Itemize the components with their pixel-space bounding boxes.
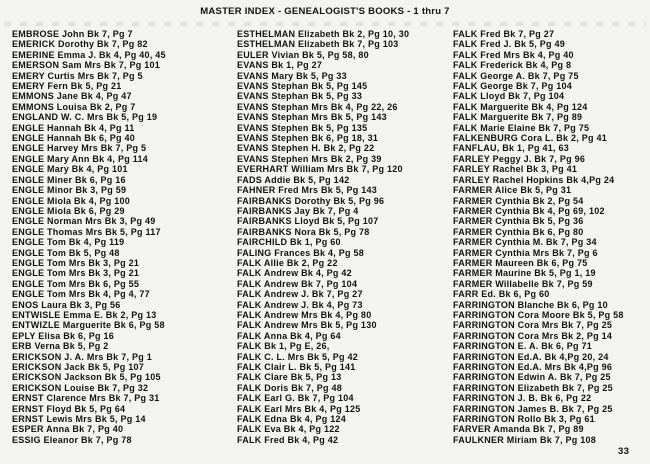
- index-entry: ENTWISLE Emma E. Bk 2, Pg 13: [12, 309, 157, 320]
- index-entry: EMBROSE John Bk 7, Pg 7: [12, 29, 133, 39]
- index-entry: ESPER Anna Bk 7, Pg 40: [12, 424, 124, 435]
- index-entry: ENGLE Mary Ann Bk 4, Pg 114: [12, 153, 148, 164]
- index-entry: ENGLE Hannah Bk 4, Pg 11: [12, 122, 135, 133]
- index-entry: FAULKNER Miriam Bk 7, Pg 108: [453, 434, 597, 445]
- index-entry: FALK Clare Bk 5, Pg 13: [237, 372, 342, 383]
- index-entry: FAIRBANKS Lloyd Bk 5, Pg 107: [237, 216, 379, 227]
- index-entry: FARLEY Peggy J. Bk 7, Pg 96: [453, 153, 586, 164]
- index-entry: FALK Bk 1, Pg E, 26,: [237, 341, 330, 352]
- index-entry: ENGLE Tom Mrs Bk 3, Pg 21: [12, 268, 140, 279]
- index-entry: FARRINGTON Cora Mrs Bk 2, Pg 14: [453, 330, 613, 341]
- index-entry: FALK Clair L. Bk 5, Pg 141: [237, 362, 356, 372]
- index-column-1: [12, 29, 234, 445]
- index-entry: ENGLE Harvey Mrs Bk 7, Pg 5: [12, 143, 147, 154]
- index-entry: EMERICK Dorothy Bk 7, Pg 82: [12, 39, 148, 50]
- index-entry: FARRINGTON James B. Bk 7, Pg 25: [453, 403, 613, 414]
- index-entry: FARRINGTON Cora Mrs Bk 7, Pg 25: [453, 320, 613, 331]
- index-entry: FALK George A. Bk 7, Pg 75: [453, 70, 579, 81]
- index-entry: ERNST Lewis Mrs Bk 5, Pg 14: [12, 414, 146, 425]
- index-entry: FARRINGTON J. B. Bk 6, Pg 22: [453, 393, 592, 404]
- index-entry: FAIRCHILD Bk 1, Pg 60: [237, 237, 341, 248]
- index-entry: FARRINGTON Elizabeth Bk 7, Pg 25: [453, 382, 613, 393]
- index-entry: FALK Marguerite Bk 4, Pg 124: [453, 101, 588, 112]
- index-entry: ERICKSON Louise Bk 7, Pg 32: [12, 382, 149, 393]
- index-entry: FARRINGTON Ed.A. Mrs Bk 4,Pg 96: [453, 362, 613, 372]
- index-entry: EVANS Stephen Bk 6, Pg 18, 31: [237, 133, 379, 144]
- index-entry: FALK Andrew J. Bk 7, Pg 27: [237, 289, 363, 300]
- index-entry: FARRINGTON Edwin A. Bk 7, Pg 25: [453, 372, 611, 383]
- page-title: MASTER INDEX - GENEALOGIST'S BOOKS - 1 thru 7: [200, 6, 450, 17]
- index-entry: FALK Edna Bk 4, Pg 124: [237, 414, 347, 425]
- index-entry: FALK Andrew Mrs Bk 5, Pg 130: [237, 320, 377, 331]
- index-entry: ENOS Laura Bk 3, Pg 56: [12, 299, 121, 310]
- index-entry: FARRINGTON Blanche Bk 6, Pg 10: [453, 299, 608, 310]
- index-entry: FAIRBANKS Nora Bk 5, Pg 78: [237, 226, 370, 237]
- index-entry: FANFLAU, Bk 1, Pg 41, 63: [453, 143, 570, 154]
- index-entry: FARLEY Rachel Hopkins Bk 4,Pg 24: [453, 174, 615, 185]
- index-entry: ERICKSON Jack Bk 5, Pg 107: [12, 362, 145, 372]
- index-column-3: [453, 29, 648, 445]
- index-entry: ENGLE Tom Mrs Bk 4, Pg 4, 77: [12, 289, 150, 300]
- index-entry: FARRINGTON Rollo Bk 3, Pg 61: [453, 414, 595, 425]
- index-entry: FARMER Maurine Bk 5, Pg 1, 19: [453, 268, 596, 279]
- index-entry: ENGLE Tom Mrs Bk 3, Pg 21: [12, 257, 140, 268]
- scan-bleedthrough-artifact: [4, 22, 646, 26]
- index-entry: EVANS Bk 1, Pg 27: [237, 60, 323, 71]
- index-entry: FARMER Willabelle Bk 7, Pg 59: [453, 278, 593, 289]
- index-entry: FALK Eva Bk 4, Pg 122: [237, 424, 340, 435]
- index-entry: FARRINGTON Ed.A. Bk 4,Pg 20, 24: [453, 351, 609, 362]
- index-entry: EULER Vivian Bk 5, Pg 58, 80: [237, 49, 369, 60]
- index-entry: ERNST Clarence Mrs Bk 7, Pg 31: [12, 393, 160, 404]
- index-entry: ENGLE Minor Bk 3, Pg 59: [12, 185, 127, 196]
- index-entry: ENGLE Miner Bk 6, Pg 16: [12, 174, 126, 185]
- index-entry: FALK Fred Mrs Bk 4, Pg 40: [453, 49, 574, 60]
- index-entry: ENGLE Tom Bk 5, Pg 48: [12, 247, 120, 258]
- index-entry: FARMER Cynthia M. Bk 7, Pg 34: [453, 237, 597, 248]
- index-entry: ENGLE Tom Mrs Bk 6, Pg 55: [12, 278, 140, 289]
- index-entry: FARMER Cynthia Mrs Bk 7, Pg 6: [453, 247, 598, 258]
- index-entry: EMERY Curtis Mrs Bk 7, Pg 5: [12, 70, 143, 81]
- index-entry: FARRINGTON Cora Moore Bk 5, Pg 58: [453, 309, 624, 320]
- index-entry: FALK Andrew Mrs Bk 4, Pg 80: [237, 309, 372, 320]
- index-entry: FALK Fred Bk 7, Pg 27: [453, 29, 555, 39]
- index-entry: EVANS Stephen Bk 5, Pg 135: [237, 122, 368, 133]
- index-entry: FARMER Alice Bk 5, Pg 31: [453, 185, 572, 196]
- index-entry: FARLEY Rachel Bk 3, Pg 41: [453, 164, 578, 175]
- index-entry: FALK Fred J. Bk 5, Pg 49: [453, 39, 566, 50]
- index-entry: ENGLE Miola Bk 6, Pg 29: [12, 205, 125, 216]
- index-entry: FALK Fred Bk 4, Pg 42: [237, 434, 339, 445]
- index-entry: FARMER Cynthia Bk 6, Pg 80: [453, 226, 584, 237]
- index-entry: ENGLE Mary Bk 4, Pg 101: [12, 164, 128, 175]
- index-entry: EMERSON Sam Mrs Bk 7, Pg 101: [12, 60, 161, 71]
- index-entry: EMERINE Emma J. Bk 4, Pg 40, 45: [12, 49, 166, 60]
- index-entry: ENGLAND W. C. Mrs Bk 5, Pg 19: [12, 112, 158, 123]
- index-entry: FALK Allie Bk 2, Pg 22: [237, 257, 338, 268]
- index-entry: ENGLE Tom Bk 4, Pg 119: [12, 237, 125, 248]
- index-entry: EMERY Fern Bk 5, Pg 21: [12, 81, 122, 92]
- index-entry: FARVER Amanda Bk 7, Pg 89: [453, 424, 584, 435]
- index-entry: ENGLE Thomas Mrs Bk 5, Pg 117: [12, 226, 161, 237]
- index-entry: FALK Andrew J. Bk 4, Pg 73: [237, 299, 363, 310]
- index-entry: FALK Marie Elaine Bk 7, Pg 75: [453, 122, 590, 133]
- index-entry: FAIRBANKS Dorothy Bk 5, Pg 96: [237, 195, 385, 206]
- index-entry: EVANS Mary Bk 5, Pg 33: [237, 70, 347, 81]
- index-entry: FALK Andrew Bk 7, Pg 104: [237, 278, 358, 289]
- index-entry: FALK Anna Bk 4, Pg 64: [237, 330, 341, 341]
- index-entry: FALING Frances Bk 4, Pg 58: [237, 247, 365, 258]
- index-entry: EMMONS Jane Bk 4, Pg 47: [12, 91, 132, 102]
- index-entry: FARMER Cynthia Bk 4, Pg 69, 102: [453, 205, 605, 216]
- index-entry: ENGLE Hannah Bk 6, Pg 40: [12, 133, 136, 144]
- index-entry: EMMONS Louisa Bk 2, Pg 7: [12, 101, 136, 112]
- index-entry: ERICKSON Jackson Bk 5, Pg 105: [12, 372, 161, 383]
- index-entry: ENTWIZLE Marguerite Bk 6, Pg 58: [12, 320, 165, 331]
- index-entry: EVERHART William Mrs Bk 7, Pg 120: [237, 164, 403, 175]
- index-entry: ESTHELMAN Elizabeth Bk 2, Pg 10, 30: [237, 29, 410, 39]
- index-entry: ERB Verna Bk 5, Pg 2: [12, 341, 109, 352]
- index-entry: FARRINGTON E. A. Bk 6, Pg 71: [453, 341, 593, 352]
- index-entry: ESSIG Eleanor Bk 7, Pg 78: [12, 434, 132, 445]
- index-entry: EVANS Stephan Bk 5, Pg 145: [237, 81, 368, 92]
- index-entry: EPLY Elisa Bk 6, Pg 16: [12, 330, 115, 341]
- index-entry: EVANS Stephan Mrs Bk 5, Pg 143: [237, 112, 387, 123]
- index-entry: FALKENBURG Cora L. Bk 2, Pg 41: [453, 133, 608, 144]
- index-entry: FARR Ed. Bk 6, Pg 60: [453, 289, 550, 300]
- index-entry: EVANS Stephen H. Bk 2, Pg 22: [237, 143, 375, 154]
- index-entry: ESTHELMAN Elizabeth Bk 7, Pg 103: [237, 39, 399, 50]
- index-entry: FALK Frederick Bk 4, Pg 8: [453, 60, 572, 71]
- index-entry: ERNST Floyd Bk 5, Pg 64: [12, 403, 126, 414]
- index-entry: ENGLE Miola Bk 4, Pg 100: [12, 195, 131, 206]
- index-entry: FARMER Cynthia Bk 5, Pg 36: [453, 216, 584, 227]
- index-entry: EVANS Stephan Bk 5, Pg 33: [237, 91, 363, 102]
- index-entry: FALK Earl G. Bk 7, Pg 104: [237, 393, 354, 404]
- page-number: 33: [618, 446, 630, 457]
- index-entry: FAHNER Fred Mrs Bk 5, Pg 143: [237, 185, 378, 196]
- index-entry: FALK C. L. Mrs Bk 5, Pg 42: [237, 351, 359, 362]
- index-column-2: [237, 29, 451, 445]
- index-entry: FALK Andrew Bk 4, Pg 42: [237, 268, 352, 279]
- index-entry: FALK Lloyd Bk 7, Pg 104: [453, 91, 565, 102]
- index-entry: FAIRBANKS Jay Bk 7, Pg 4: [237, 205, 359, 216]
- index-entry: FALK Earl Mrs Bk 4, Pg 125: [237, 403, 361, 414]
- index-entry: FALK Marguerite Bk 7, Pg 89: [453, 112, 583, 123]
- index-entry: EVANS Stephen Mrs Bk 2, Pg 39: [237, 153, 382, 164]
- index-entry: EVANS Stephan Mrs Bk 4, Pg 22, 26: [237, 101, 398, 112]
- index-entry: FARMER Cynthia Bk 2, Pg 54: [453, 195, 584, 206]
- index-entry: FALK George Bk 7, Pg 104: [453, 81, 573, 92]
- index-entry: ENGLE Norman Mrs Bk 3, Pg 49: [12, 216, 156, 227]
- index-entry: FADS Addie Bk 5, Pg 142: [237, 174, 350, 185]
- index-entry: FALK Doris Bk 7, Pg 48: [237, 382, 343, 393]
- index-entry: ERICKSON J. A. Mrs Bk 7, Pg 1: [12, 351, 152, 362]
- index-entry: FARMER Maureen Bk 6, Pg 75: [453, 257, 588, 268]
